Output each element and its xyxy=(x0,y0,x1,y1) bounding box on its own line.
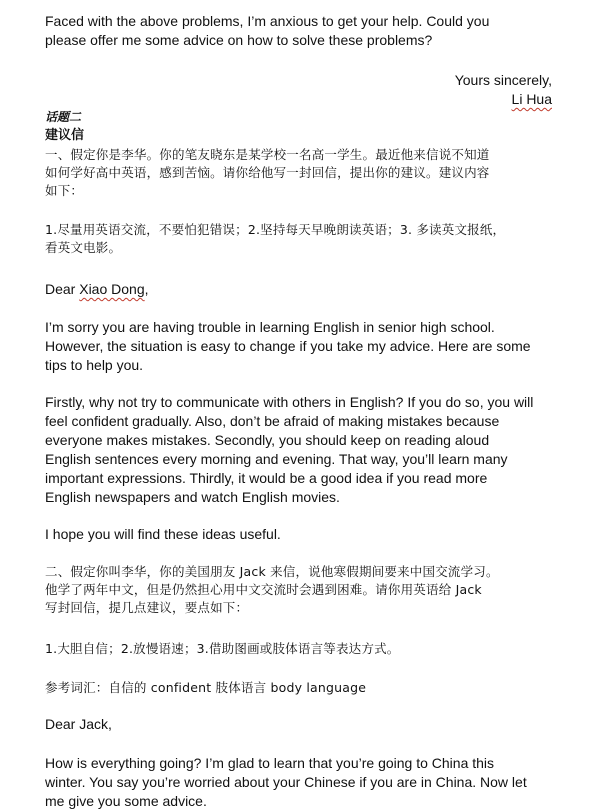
text-line: Firstly, why not try to communicate with others in English? If you do so, you will xyxy=(45,394,534,410)
text-line: please offer me some advice on how to solve these problems? xyxy=(45,32,433,48)
text-line: I’m sorry you are having trouble in learning English in senior high school. xyxy=(45,319,495,335)
text-line: 一、假定你是李华。你的笔友晓东是某学校一名高一学生。最近他来信说不知道 xyxy=(45,147,490,162)
letter2-paragraph-1 xyxy=(45,754,565,811)
letter2-salutation: Dear Jack, xyxy=(45,716,112,732)
text-line: feel confident gradually. Also, don’t be afraid of making mistakes because xyxy=(45,413,500,429)
letter1-paragraph-1 xyxy=(45,318,565,375)
text-line: me give you some advice. xyxy=(45,793,207,809)
signoff-name: Li Hua xyxy=(511,91,552,107)
letter1-salutation: Dear Xiao Dong, xyxy=(45,281,149,297)
text-line: Faced with the above problems, I’m anxious to get your help. Could you xyxy=(45,13,490,29)
text-line: 看英文电影。 xyxy=(45,240,122,255)
text-line: 如何学好高中英语，感到苦恼。请你给他写一封回信，提出你的建议。建议内容 xyxy=(45,165,490,180)
intro-paragraph xyxy=(45,12,565,50)
task2-prompt xyxy=(45,563,565,617)
task1-points xyxy=(45,221,565,257)
text-line: However, the situation is easy to change if you take my advice. Here are some xyxy=(45,338,531,354)
signoff xyxy=(455,71,552,109)
text-line: important expressions. Thirdly, it would be a good idea if you read more xyxy=(45,470,488,486)
signoff-closing: Yours sincerely, xyxy=(454,72,552,88)
text-line: 他学了两年中文，但是仍然担心用中文交流时会遇到困难。请你用英语给 Jack xyxy=(45,582,482,597)
text-line: 1.尽量用英语交流，不要怕犯错误；2.坚持每天早晚朗读英语；3. 多读英文报纸， xyxy=(45,222,506,237)
text-line: English newspapers and watch English movies. xyxy=(45,489,340,505)
text-line: How is everything going? I’m glad to learn that you’re going to China this xyxy=(45,755,495,771)
text-line: winter. You say you’re worried about your Chinese if you are in China. Now let xyxy=(45,774,527,790)
topic-label: 话题二 xyxy=(45,110,82,124)
section-heading: 建议信 xyxy=(45,128,85,143)
text-line: everyone makes mistakes. Secondly, you should keep on reading aloud xyxy=(45,432,490,448)
task1-prompt xyxy=(45,146,565,200)
task2-vocab: 参考词汇：自信的 confident 肢体语言 body language xyxy=(45,680,367,695)
text-line: 写封回信，提几点建议，要点如下： xyxy=(45,600,249,615)
text-line: tips to help you. xyxy=(45,357,144,373)
salutation-name: Xiao Dong xyxy=(79,281,145,297)
text-line: 二、假定你叫李华，你的美国朋友 Jack 来信，说他寒假期间要来中国交流学习。 xyxy=(45,564,499,579)
letter1-paragraph-2 xyxy=(45,393,565,507)
text-line: 如下： xyxy=(45,183,84,198)
text-line: English sentences every morning and evening. That way, you’ll learn many xyxy=(45,451,508,467)
task2-points: 1.大胆自信；2.放慢语速；3.借助图画或肢体语言等表达方式。 xyxy=(45,641,400,656)
letter1-paragraph-3: I hope you will find these ideas useful. xyxy=(45,526,281,542)
